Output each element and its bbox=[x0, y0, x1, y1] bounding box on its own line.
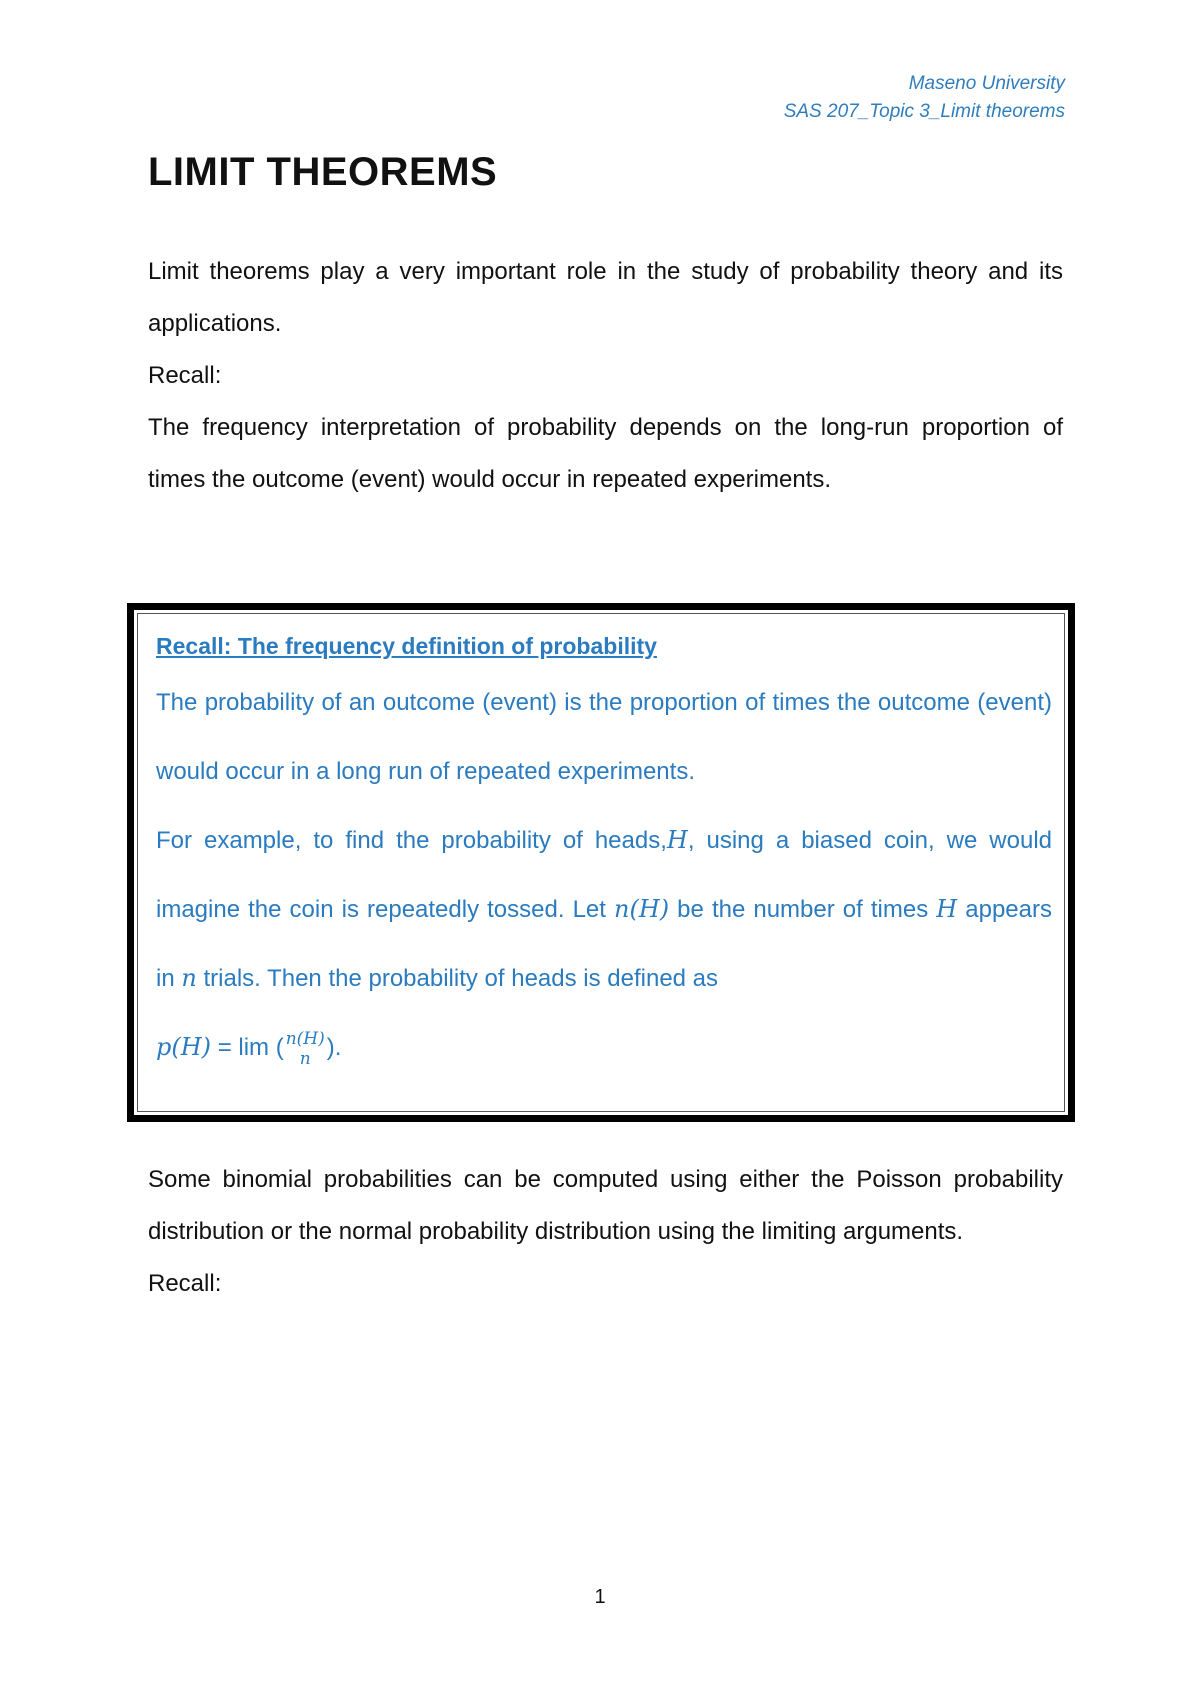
example-part-3: be the number of times bbox=[669, 896, 937, 923]
math-symbol-n-of-h: n(H) bbox=[614, 895, 670, 923]
formula-fraction bbox=[286, 1029, 325, 1069]
page-header bbox=[784, 70, 1065, 126]
formula-lim: lim bbox=[238, 1034, 270, 1061]
formula-denominator: n bbox=[299, 1048, 311, 1069]
example-part-1: For example, to find the probability of heads, bbox=[156, 827, 667, 854]
header-university: Maseno University bbox=[908, 73, 1065, 94]
recall-box bbox=[127, 603, 1075, 1122]
intro-paragraph: Limit theorems play a very important role in the study of probability theory and its applications. bbox=[148, 258, 1063, 337]
formula-numerator: n(H) bbox=[285, 1028, 325, 1049]
example-part-5: trials. Then the probability of heads is defined as bbox=[196, 965, 719, 992]
formula-lhs: p(H) bbox=[156, 1033, 212, 1061]
binomial-section bbox=[148, 1154, 1063, 1310]
recall-box-heading: Recall: The frequency definition of probability bbox=[156, 633, 657, 659]
math-symbol-h: H bbox=[666, 826, 688, 854]
formula-equals: = bbox=[211, 1034, 239, 1061]
probability-formula bbox=[156, 1013, 1052, 1082]
math-symbol-h: H bbox=[936, 895, 958, 923]
header-course: SAS 207_Topic 3_Limit theorems bbox=[783, 101, 1065, 122]
page-title: LIMIT THEOREMS bbox=[148, 150, 498, 194]
math-symbol-n: n bbox=[181, 964, 197, 992]
example-part-4: appears in bbox=[156, 896, 1052, 992]
example-text bbox=[156, 806, 1052, 1013]
example-part-2: , using a biased coin, we would imagine the coin is repeatedly tossed. Let bbox=[156, 827, 1052, 923]
definition-text: The probability of an outcome (event) is the proportion of times the outcome (event) would occur in a long run of repeated experiments. bbox=[156, 689, 1052, 785]
formula-close-paren: ). bbox=[326, 1034, 342, 1061]
recall-box-inner bbox=[137, 613, 1065, 1112]
binomial-paragraph: Some binomial probabilities can be computed using either the Poisson probability distribution or the normal probability distribution using the limiting arguments. bbox=[148, 1166, 1063, 1245]
recall-label: Recall: bbox=[148, 362, 222, 389]
frequency-paragraph: The frequency interpretation of probability depends on the long-run proportion of times the outcome (event) would occur in repeated experiments. bbox=[148, 414, 1063, 493]
page-number: 1 bbox=[594, 1586, 606, 1608]
formula-open-paren: ( bbox=[275, 1034, 284, 1061]
recall-label-2: Recall: bbox=[148, 1270, 222, 1297]
intro-section bbox=[148, 246, 1063, 506]
